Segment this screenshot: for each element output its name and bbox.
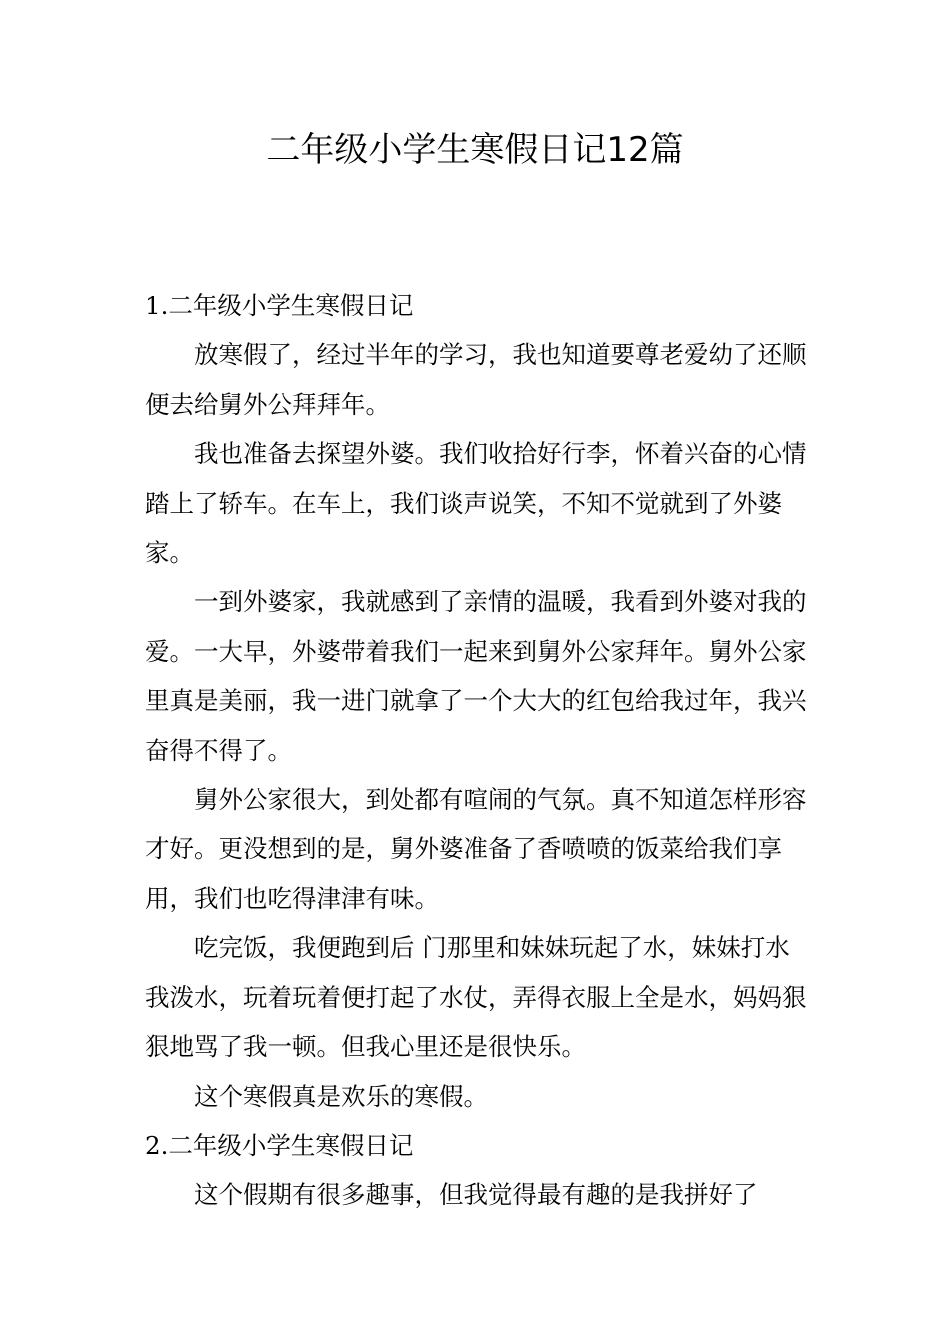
paragraph: 一到外婆家，我就感到了亲情的温暖，我看到外婆对我的爱。一大早，外婆带着我们一起来到舅外公家拜年。舅外公家里真是美丽，我一进门就拿了一个大大的红包给我过年，我兴奋得不得了。 [145,587,807,765]
paragraph: 舅外公家很大，到处都有喧闹的气氛。真不知道怎样形容才好。更没想到的是，舅外婆准备了香喷喷的饭菜给我们享用，我们也吃得津津有味。 [145,785,807,913]
paragraph: 吃完饭，我便跑到后 门那里和妹妹玩起了水，妹妹打水我泼水，玩着玩着便打起了水仗，弄得衣服上全是水，妈妈狠狠地骂了我一顿。但我心里还是很快乐。 [145,933,807,1062]
paragraph: 这个假期有很多趣事，但我觉得最有趣的是我拼好了 [194,1180,758,1210]
document-title: 二年级小学生寒假日记12篇 [266,130,684,170]
paragraph: 这个寒假真是欢乐的寒假。 [194,1081,488,1111]
section-heading: 1.二年级小学生寒假日记 [145,291,414,320]
paragraph: 放寒假了，经过半年的学习，我也知道要尊老爱幼了还顺便去给舅外公拜拜年。 [145,340,807,419]
section-heading: 2.二年级小学生寒假日记 [145,1130,414,1160]
paragraph: 我也准备去探望外婆。我们收拾好行李，怀着兴奋的心情踏上了轿车。在车上，我们谈声说笑，不知不觉就到了外婆家。 [145,439,807,568]
document-body [145,281,810,1220]
